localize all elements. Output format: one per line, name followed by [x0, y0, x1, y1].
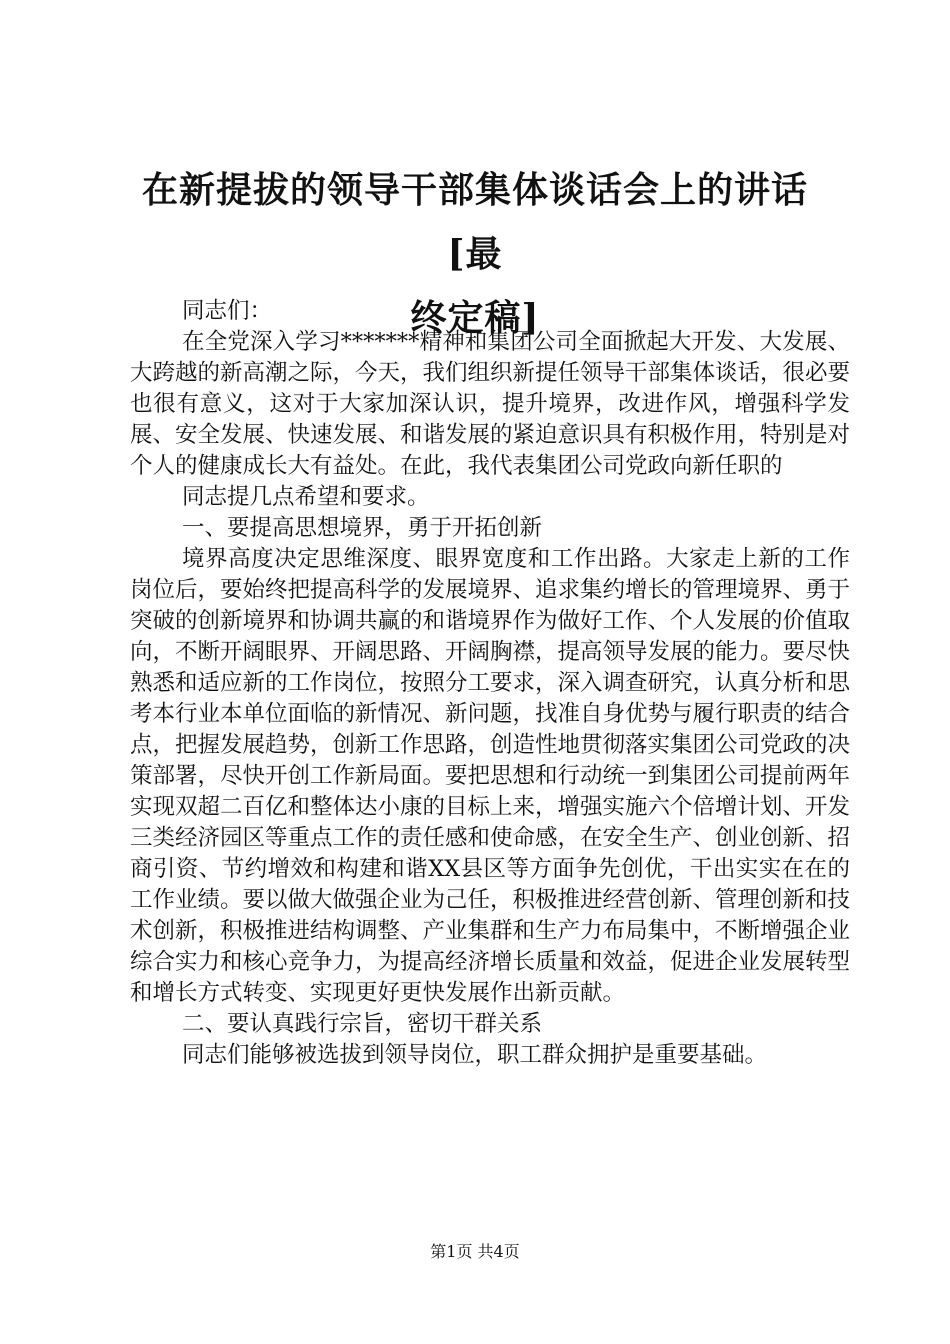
page-number-footer: 第1页 共4页 — [430, 1242, 520, 1261]
title-line-1: 在新提拔的领导干部集体谈话会上的讲话[最 — [141, 169, 808, 275]
salutation: 同志们： — [182, 298, 273, 324]
paragraph-continuation: 同志提几点希望和要求。 — [182, 484, 430, 510]
section-heading-2: 二、要认真践行宗旨，密切干群关系 — [182, 1011, 543, 1037]
paragraph-section-2: 同志们能够被选拔到领导岗位，职工群众拥护是重要基础。 — [182, 1042, 768, 1068]
paragraph-intro: 在全党深入学习*******精神和集团公司全面掀起大开发、大发展、大跨越的新高潮之际，今天，我们组织新提任领导干部集体谈话，很必要也很有意义，这对于大家加深认识，提升境界，改进作风，增强科学发展、安全发展、快速发展、和谐发展的紧迫意识具有积极作用，特别是对个人的健康成长大有益处。在此，我代表集团公司党政向新任职的 — [130, 329, 851, 479]
title-line-2: 终定稿] — [410, 297, 540, 339]
document-body — [130, 296, 850, 1071]
section-heading-1: 一、要提高思想境界，勇于开拓创新 — [182, 515, 543, 541]
paragraph-section-1: 境界高度决定思维深度、眼界宽度和工作出路。大家走上新的工作岗位后，要始终把提高科学的发展境界、追求集约增长的管理境界、勇于突破的创新境界和协调共赢的和谐境界作为做好工作、个人发展的价值取向，不断开阔眼界、开阔思路、开阔胸襟，提高领导发展的能力。要尽快熟悉和适应新的工作岗位，按照分工要求，深入调查研究，认真分析和思考本行业本单位面临的新情况、新问题，找准自身优势与履行职责的结合点，把握发展趋势，创新工作思路，创造性地贯彻落实集团公司党政的决策部署，尽快开创工作新局面。要把思想和行动统一到集团公司提前两年实现双超二百亿和整体达小康的目标上来，增强实施六个倍增计划、开发三类经济园区等重点工作的责任感和使命感，在安全生产、创业创新、招商引资、节约增效和构建和谐XX县区等方面争先创优，干出实实在在的工作业绩。要以做大做强企业为己任，积极推进经营创新、管理创新和技术创新，积极推进结构调整、产业集群和生产力布局集中，不断增强企业综合实力和核心竞争力，为提高经济增长质量和效益，促进企业发展转型和增长方式转变、实现更好更快发展作出新贡献。 — [130, 546, 851, 1006]
